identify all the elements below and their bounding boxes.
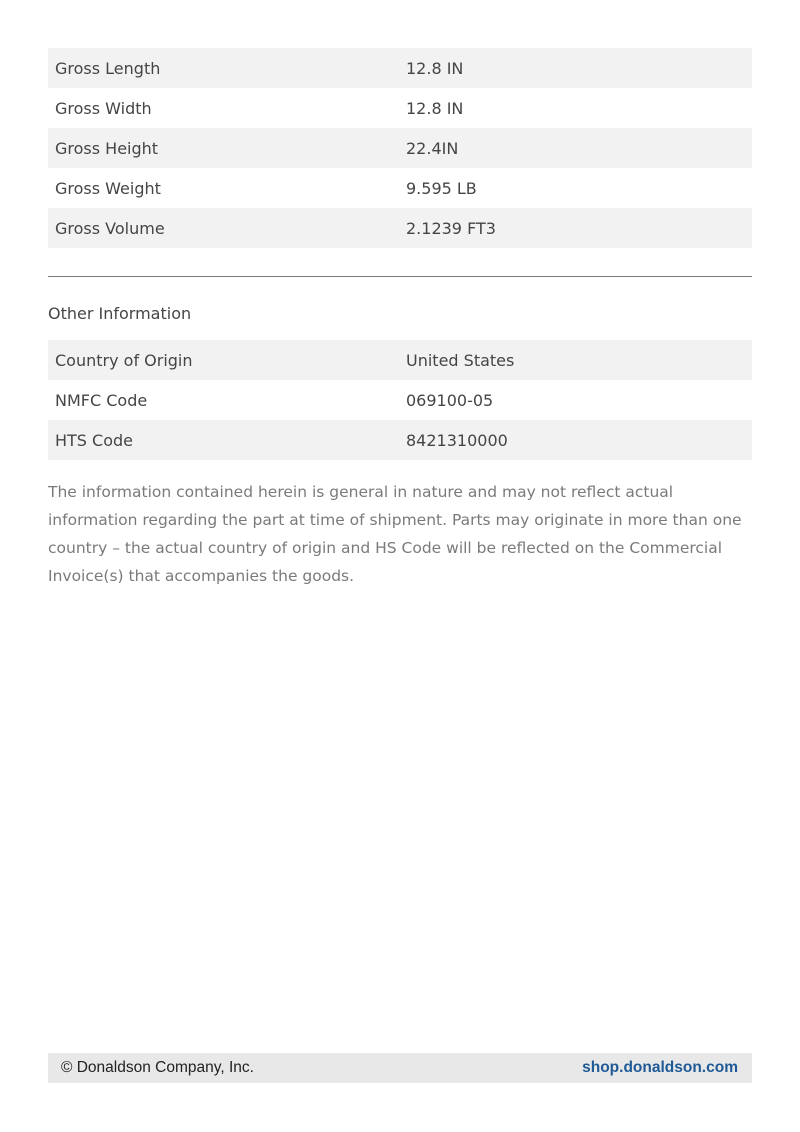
row-label: Gross Width [55, 98, 152, 118]
shop-link[interactable]: shop.donaldson.com [582, 1059, 738, 1076]
dimensions-table [48, 48, 752, 248]
row-label: Gross Height [55, 138, 159, 158]
row-value: 8421310000 [406, 430, 508, 450]
table-row-country-of-origin [48, 340, 752, 380]
copyright-text: © Donaldson Company, Inc. [61, 1059, 254, 1076]
table-row-gross-height [48, 128, 752, 168]
row-label: Gross Volume [55, 218, 165, 238]
table-row-hts-code [48, 420, 752, 460]
row-label: NMFC Code [55, 390, 148, 410]
section-divider [48, 276, 752, 277]
other-information-heading: Other Information [48, 304, 192, 323]
row-label: Country of Origin [55, 350, 193, 370]
row-value: United States [406, 350, 515, 370]
row-value: 069100-05 [406, 390, 494, 410]
table-row-gross-length [48, 48, 752, 88]
row-label: HTS Code [55, 430, 134, 450]
disclaimer-text: The information contained herein is general in nature and may not reflect actual information regarding the part at time of shipment. Parts may originate in more than one country – the actual country of origin and HS Code will be reflected on the Commercial Invoice(s) that accompanies the goods. [48, 483, 742, 585]
table-row-gross-width [48, 88, 752, 128]
row-value: 9.595 LB [406, 178, 477, 198]
row-label: Gross Weight [55, 178, 161, 198]
row-value: 2.1239 FT3 [406, 218, 496, 238]
row-value: 22.4IN [406, 138, 459, 158]
table-row-gross-volume [48, 208, 752, 248]
row-value: 12.8 IN [406, 58, 464, 78]
row-value: 12.8 IN [406, 98, 464, 118]
product-spec-page [48, 48, 752, 606]
row-label: Gross Length [55, 58, 161, 78]
page-footer [48, 1053, 752, 1083]
table-row-nmfc-code [48, 380, 752, 420]
other-information-table [48, 340, 752, 460]
table-row-gross-weight [48, 168, 752, 208]
